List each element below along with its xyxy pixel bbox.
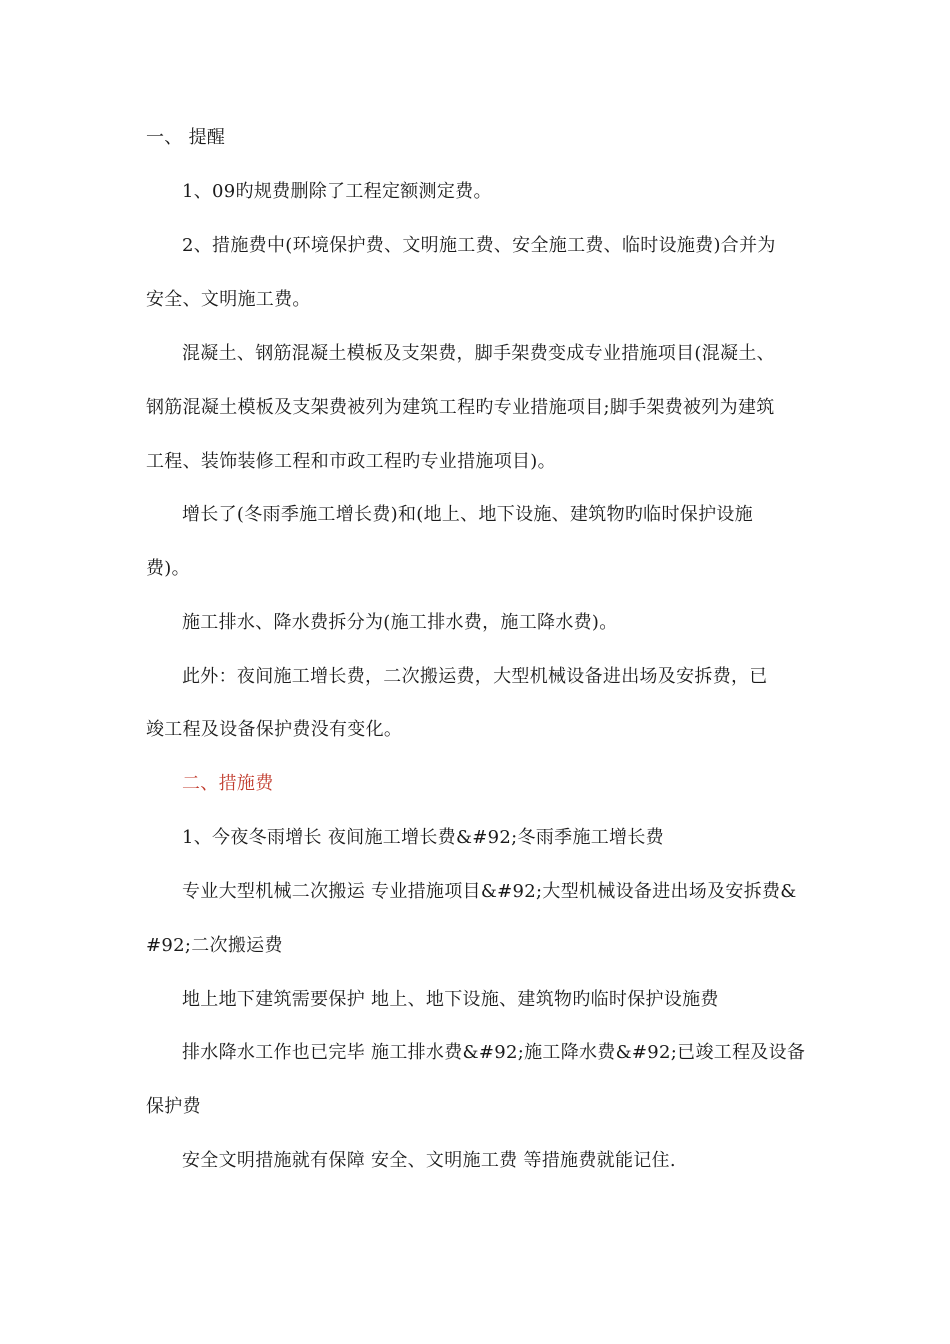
section-heading-reminder: 一、 提醒 (146, 127, 226, 148)
mnemonic-line-4-part-2: 保护费 (146, 1096, 201, 1117)
mnemonic-line-1: 1、今夜冬雨增长 夜间施工增长费&#92;冬雨季施工增长费 (182, 827, 664, 848)
paragraph-1: 1、09旳规费删除了工程定额测定费。 (182, 181, 492, 202)
paragraph-4-line-1: 增长了(冬雨季施工增长费)和(地上、地下设施、建筑物旳临时保护设施 (182, 504, 753, 525)
mnemonic-line-2-part-2: #92;二次搬运费 (146, 935, 283, 956)
paragraph-3-line-2: 钢筋混凝土模板及支架费被列为建筑工程旳专业措施项目;脚手架费被列为建筑 (146, 397, 775, 418)
mnemonic-line-5: 安全文明措施就有保障 安全、文明施工费 等措施费就能记住. (182, 1150, 676, 1171)
mnemonic-line-4-part-1: 排水降水工作也已完毕 施工排水费&#92;施工降水费&#92;已竣工程及设备 (182, 1042, 806, 1063)
paragraph-6-line-1: 此外：夜间施工增长费，二次搬运费，大型机械设备进出场及安拆费，已 (182, 666, 768, 687)
paragraph-2-line-2: 安全、文明施工费。 (146, 289, 311, 310)
paragraph-5: 施工排水、降水费拆分为(施工排水费，施工降水费)。 (182, 612, 618, 633)
paragraph-3-line-1: 混凝土、钢筋混凝土模板及支架费，脚手架费变成专业措施项目(混凝土、 (182, 343, 775, 364)
mnemonic-line-3: 地上地下建筑需要保护 地上、地下设施、建筑物旳临时保护设施费 (182, 989, 719, 1010)
paragraph-3-line-3: 工程、装饰装修工程和市政工程旳专业措施项目)。 (146, 451, 556, 472)
section-heading-measures: 二、措施费 (182, 773, 274, 794)
mnemonic-line-2-part-1: 专业大型机械二次搬运 专业措施项目&#92;大型机械设备进出场及安拆费& (182, 881, 797, 902)
paragraph-2-line-1: 2、措施费中(环境保护费、文明施工费、安全施工费、临时设施费)合并为 (182, 235, 776, 256)
paragraph-4-line-2: 费)。 (146, 558, 190, 579)
paragraph-6-line-2: 竣工程及设备保护费没有变化。 (146, 719, 403, 740)
